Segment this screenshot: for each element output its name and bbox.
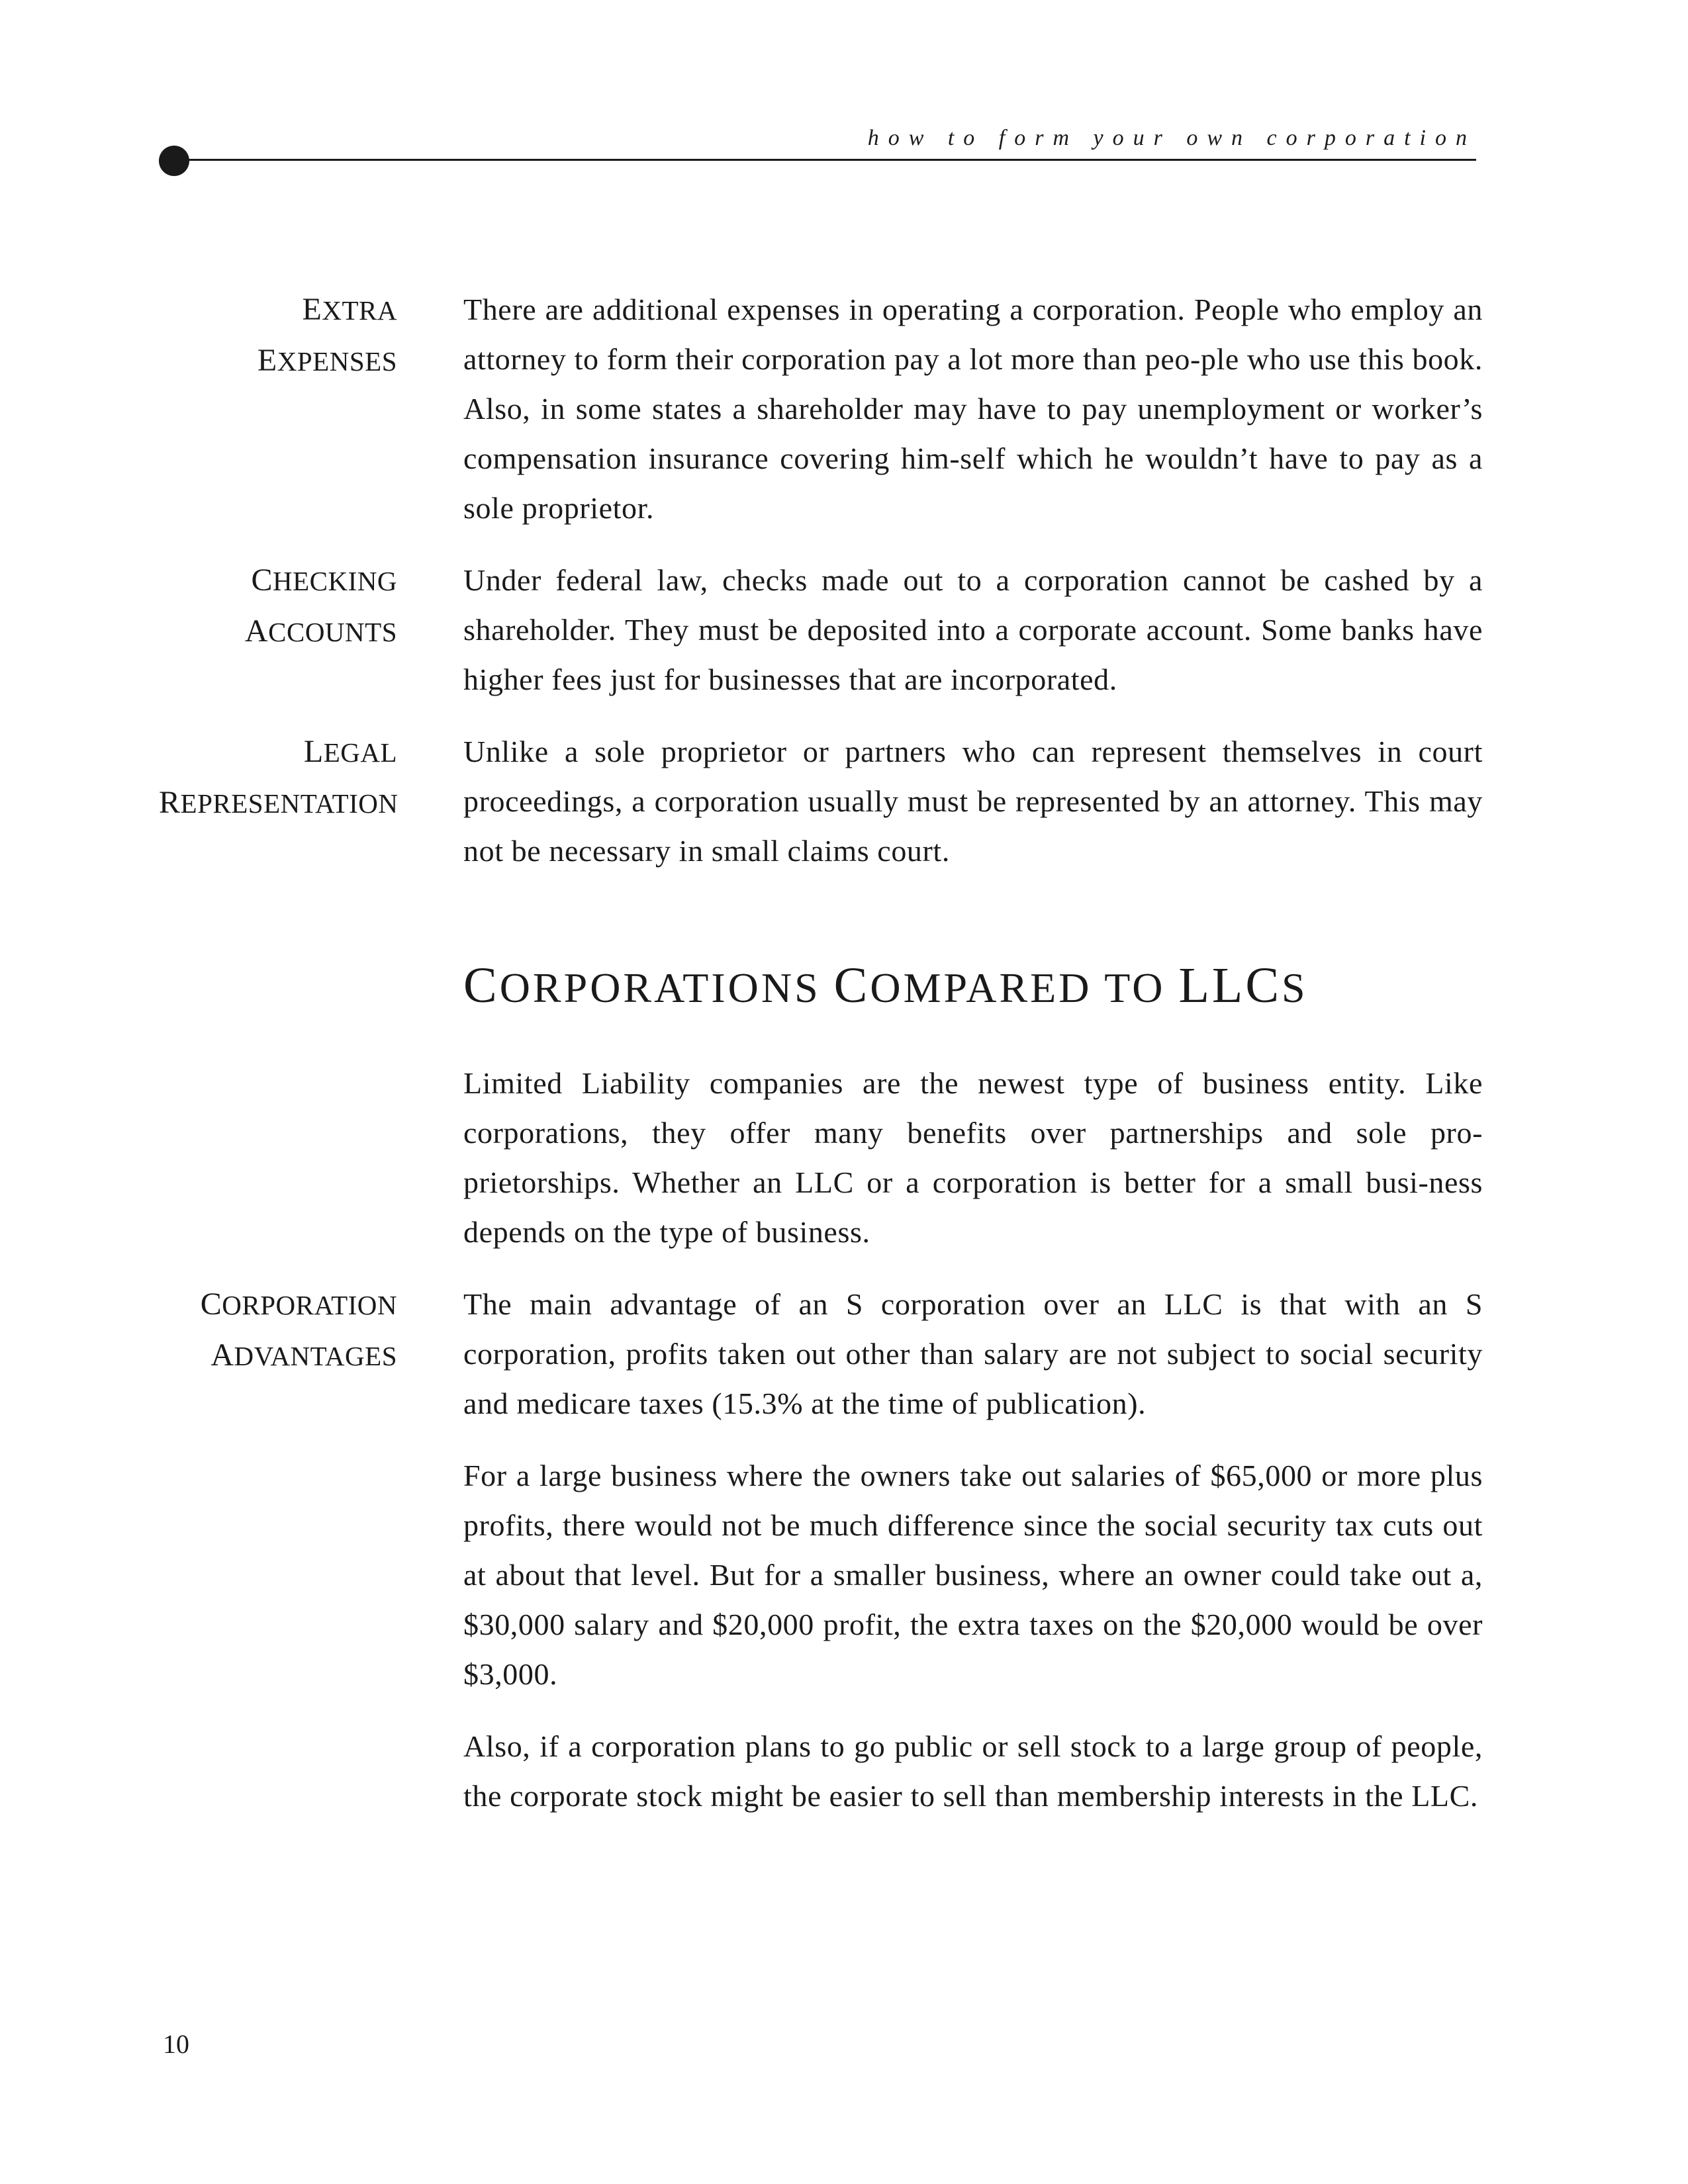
margin-label-line: CORPORATION	[200, 1287, 397, 1322]
heading-row	[159, 898, 1483, 1279]
body-column	[463, 727, 1483, 898]
margin-label-line: EXPENSES	[257, 343, 397, 378]
page-content	[159, 285, 1483, 1843]
body-column	[463, 285, 1483, 555]
margin-label-line: CHECKING	[251, 563, 397, 598]
header-rule	[179, 159, 1476, 161]
section-extra-expenses	[159, 285, 1483, 555]
margin-label	[159, 285, 397, 387]
margin-label	[159, 555, 397, 657]
section-checking-accounts	[159, 555, 1483, 727]
paragraph: The main advantage of an S corporation over an LLC is that with an S corporation, profits taken out other than salary are not subject to social security and medicare taxes (15.3% at the time of publication).	[463, 1287, 1483, 1420]
margin-label-line: EXTRA	[302, 292, 397, 327]
page-number: 10	[163, 2029, 189, 2059]
section-corporation-advantages	[159, 1279, 1483, 1843]
body-column	[463, 555, 1483, 727]
paragraph: Also, if a corporation plans to go public or sell stock to a large group of people, the corporate stock might be easier to sell than membership interests in the LLC.	[463, 1729, 1483, 1813]
margin-label	[159, 1279, 397, 1381]
paragraph: Unlike a sole proprietor or partners who can represent themselves in court proceedings, a corporation usually must be represented by an attorney. This may not be necessary in small claims court.	[463, 735, 1483, 868]
margin-label-line: REPRESENTATION	[159, 785, 399, 820]
paragraph: There are additional expenses in operating a corporation. People who employ an attorney to form their corporation pay a lot more than peo-ple who use this book. Also, in some states a shareholder may have to pay unemployment or worker’s compensation insurance covering him-self which he wouldn’t have to pay as a sole proprietor.	[463, 293, 1483, 525]
body-column	[463, 1279, 1483, 1843]
margin-label-line: ACCOUNTS	[244, 614, 397, 649]
section-legal-representation	[159, 727, 1483, 898]
header-bullet-dot	[159, 146, 189, 176]
margin-label-line: LEGAL	[303, 734, 397, 769]
intro-paragraph: Limited Liability companies are the newest type of business entity. Like corporations, they offer many benefits over partnerships and sole pro-prietorships. Whether an LLC or a corporation is better for a small busi-ness depends on the type of business.	[463, 1066, 1483, 1249]
paragraph: Under federal law, checks made out to a corporation cannot be cashed by a shareholder. They must be deposited into a corporate account. Some banks have higher fees just for businesses that are incorporated.	[463, 563, 1483, 696]
running-header	[159, 126, 1476, 165]
margin-label	[159, 727, 397, 829]
section-heading: CORPORATIONS COMPARED TO LLCS	[463, 958, 1308, 1013]
body-column	[463, 898, 1483, 1279]
running-title: how to form your own corporation	[867, 126, 1476, 150]
paragraph: For a large business where the owners take out salaries of $65,000 or more plus profits, there would not be much difference since the social security tax cuts out at about that level. But for a smaller business, where an owner could take out a, $30,000 salary and $20,000 profit, the extra taxes on the $20,000 would be over $3,000.	[463, 1459, 1483, 1691]
margin-label-line: ADVANTAGES	[211, 1338, 397, 1373]
